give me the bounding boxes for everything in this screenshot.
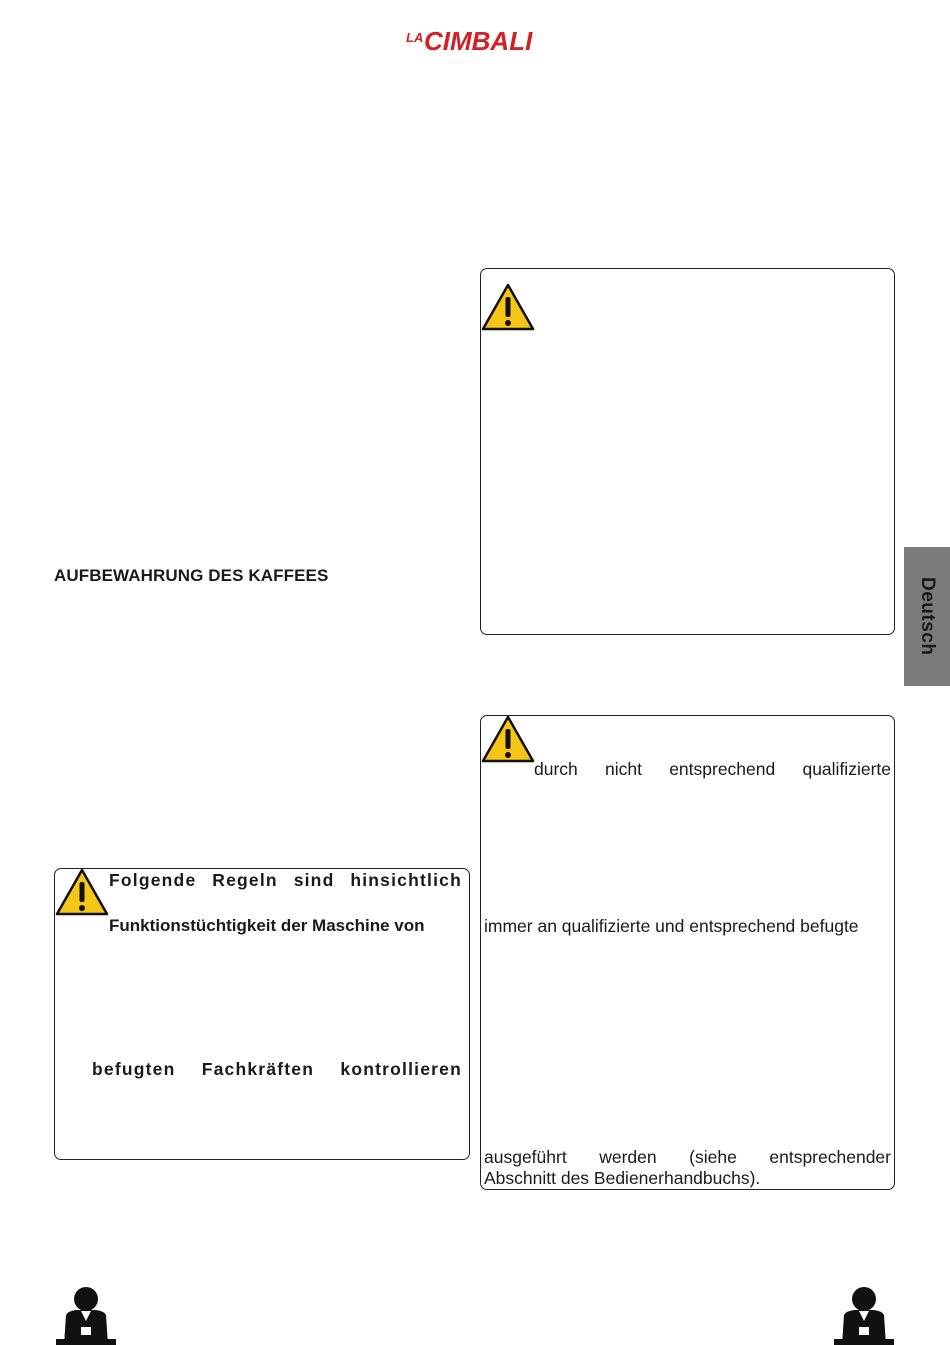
warning-box-service	[480, 715, 895, 1190]
word: nicht	[605, 759, 642, 779]
section-heading: AUFBEWAHRUNG DES KAFFEES	[54, 566, 329, 585]
language-tab-label: Deutsch	[917, 577, 938, 656]
rules-line-2: Funktionstüchtigkeit der Maschine von	[109, 916, 425, 935]
warning-triangle-icon	[54, 867, 110, 917]
service-line-3	[484, 1147, 891, 1168]
rules-line-3	[92, 1059, 462, 1080]
warning-box-top	[480, 268, 895, 635]
svg-text:CIMBALI: CIMBALI	[424, 26, 533, 56]
word: werden	[599, 1147, 657, 1167]
service-line-4: Abschnitt des Bedienerhandbuchs).	[484, 1168, 761, 1188]
word: qualifizierte	[802, 759, 891, 779]
barista-icon	[832, 1285, 896, 1345]
warning-box-rules	[54, 868, 470, 1160]
word: befugten	[92, 1059, 176, 1079]
word: hinsichtlich	[350, 870, 462, 890]
word: ausgeführt	[484, 1147, 567, 1167]
word: kontrollieren	[340, 1059, 462, 1079]
word: Folgende	[109, 870, 197, 890]
rules-line-1	[109, 870, 462, 891]
service-line-1	[534, 759, 891, 780]
word: entsprechender	[769, 1147, 891, 1167]
service-line-2: immer an qualifizierte und entsprechend befugte	[484, 916, 859, 936]
svg-text:LA: LA	[406, 30, 424, 45]
word: Regeln	[212, 870, 278, 890]
word: Fachkräften	[201, 1059, 315, 1079]
word: durch	[534, 759, 578, 779]
barista-icon	[54, 1285, 118, 1345]
word: (siehe	[689, 1147, 737, 1167]
word: sind	[293, 870, 335, 890]
warning-triangle-icon	[480, 282, 536, 332]
word: entsprechend	[669, 759, 776, 779]
lacimbali-logo	[404, 22, 546, 56]
warning-triangle-icon	[480, 714, 536, 764]
language-tab	[904, 547, 950, 686]
